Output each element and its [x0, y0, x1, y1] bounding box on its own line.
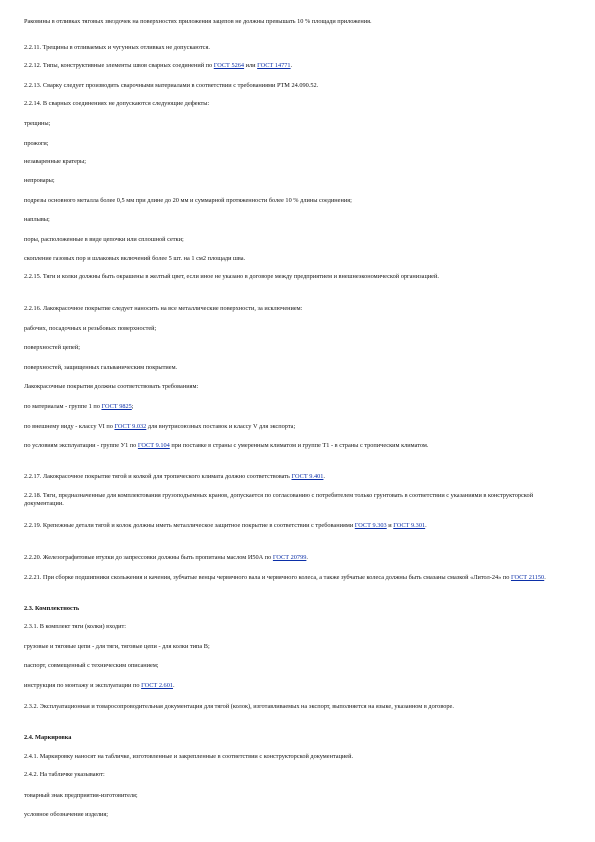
- gost-reference-link[interactable]: ГОСТ 20799: [272, 554, 307, 561]
- paragraph: [24, 682, 572, 690]
- paragraph-text: .: [306, 554, 308, 561]
- paragraph-text: инструкция по монтажу и эксплуатации по: [24, 682, 142, 689]
- gost-reference-link[interactable]: ГОСТ 9.032: [114, 423, 147, 430]
- paragraph-text: 2.2.21. При сборке подшипники скольжения и качения, зубчатые венцы червячного вала и червячного колеса, а также зубчатые колеса должны быть смазаны смазкой «Литол-24» по: [24, 574, 511, 581]
- paragraph-text: 2.2.12. Типы, конструктивные элементы швов сварных соединений по: [24, 62, 214, 69]
- paragraph: [24, 643, 572, 651]
- paragraph-text: и: [386, 522, 394, 529]
- gost-reference-link[interactable]: ГОСТ 9.401: [291, 473, 324, 480]
- paragraph-text: Раковины в отливках тяговых звездочек на поверхностях приложения зацепов не должны превышать 10 % площади приложения.: [24, 18, 372, 25]
- paragraph: [24, 82, 572, 90]
- paragraph: [24, 442, 572, 450]
- paragraph: [24, 623, 572, 631]
- paragraph-text: трещины;: [24, 120, 51, 127]
- paragraph-text: по материалам - группе 1 по: [24, 403, 102, 410]
- gost-reference-link[interactable]: ГОСТ 9.301: [393, 522, 426, 529]
- paragraph-text: скопление газовых пор и шлаковых включений более 5 шт. на 1 см2 площади шва.: [24, 255, 246, 262]
- paragraph-text: 2.2.19. Крепежные детали тягой и колок должны иметь металлическое защитное покрытие в соответствии с требованиями: [24, 522, 355, 529]
- paragraph: [24, 158, 572, 166]
- paragraph-text: 2.2.13. Сварку следует производить сварочными материалами в соответствии с требованиями РТМ 24.090.52.: [24, 82, 319, 89]
- paragraph-text: 2.4.1. Маркировку наносят на табличке, изготовленные и закрепленные в соответствии с конструкторской документацией.: [24, 753, 354, 760]
- paragraph: [24, 473, 572, 481]
- paragraph-text: 2.2.20. Железографитовые втулки до запрессовки должны быть пропитаны маслом И50А по: [24, 554, 273, 561]
- paragraph-text: паспорт, совмещенный с техническим описанием;: [24, 662, 159, 669]
- paragraph: [24, 364, 572, 372]
- paragraph: [24, 383, 572, 391]
- gost-reference-link[interactable]: ГОСТ 9.104: [137, 442, 170, 449]
- paragraph-text: по условиям эксплуатации - группе У1 по: [24, 442, 138, 449]
- paragraph: [24, 273, 572, 281]
- section-heading: 2.3. Комплектность: [24, 605, 80, 612]
- paragraph: [24, 100, 572, 108]
- gost-reference-link[interactable]: ГОСТ 2.601: [141, 682, 173, 689]
- paragraph-text: наплывы;: [24, 216, 50, 223]
- paragraph-text: Лакокрасочные покрытия должны соответствовать требованиям:: [24, 383, 199, 390]
- paragraph: [24, 325, 572, 333]
- paragraph-text: .: [544, 574, 546, 581]
- paragraph-text: подрезы основного металла более 0,5 мм при длине до 20 мм и суммарной протяженности более 10 % длины соединения;: [24, 197, 352, 204]
- paragraph: [24, 216, 572, 224]
- paragraph: [24, 120, 572, 128]
- gost-reference-link[interactable]: ГОСТ 9.303: [354, 522, 387, 529]
- paragraph-text: .: [425, 522, 427, 529]
- paragraph: [24, 574, 572, 582]
- paragraph: [24, 792, 572, 800]
- paragraph: [24, 255, 572, 263]
- paragraph: [24, 344, 572, 352]
- paragraph: [24, 236, 572, 244]
- paragraph: [24, 62, 572, 70]
- section-heading: 2.4. Маркировка: [24, 734, 72, 741]
- gost-reference-link[interactable]: ГОСТ 14771: [257, 62, 291, 69]
- paragraph-text: поры, расположенные в виде цепочки или сплошной сетки;: [24, 236, 184, 243]
- paragraph: [24, 703, 572, 711]
- paragraph: [24, 554, 572, 562]
- paragraph: [24, 197, 572, 205]
- paragraph: [24, 177, 572, 185]
- paragraph-text: ;: [131, 403, 134, 410]
- paragraph: [24, 522, 572, 530]
- paragraph-text: прожоги;: [24, 140, 49, 147]
- paragraph: [24, 734, 572, 742]
- paragraph: [24, 811, 572, 819]
- paragraph: [24, 662, 572, 670]
- paragraph-text: 2.2.16. Лакокрасочное покрытие следует наносить на все металлические поверхности, за исключением:: [24, 305, 303, 312]
- paragraph-text: незаваренные кратеры;: [24, 158, 87, 165]
- paragraph-text: рабочих, посадочных и резьбовых поверхностей;: [24, 325, 157, 332]
- paragraph-text: грузовые и тяговые цепи - для тяги, тяговые цепи - для колки типа В;: [24, 643, 210, 650]
- paragraph-text: при поставке в страны с умеренным климатом и группе Т1 - в страны с тропическим климатом.: [169, 442, 429, 449]
- paragraph-text: 2.4.2. На табличке указывают:: [24, 771, 105, 778]
- paragraph-text: 2.2.11. Трещины в отливаемых и чугунных отливках не допускаются.: [24, 44, 210, 51]
- gost-reference-link[interactable]: ГОСТ 21150: [510, 574, 545, 581]
- paragraph: [24, 305, 572, 313]
- paragraph-text: поверхностей цепей;: [24, 344, 80, 351]
- paragraph-text: .: [173, 682, 175, 689]
- paragraph-text: 2.2.14. В сварных соединениях не допускаются следующие дефекты:: [24, 100, 210, 107]
- paragraph-text: для внутрисоюзных поставок и классу V для экспорта;: [146, 423, 296, 430]
- gost-reference-link[interactable]: ГОСТ 5264: [213, 62, 245, 69]
- paragraph-text: непровары;: [24, 177, 55, 184]
- paragraph-text: 2.2.15. Тяги и колки должны быть окрашены в желтый цвет, если иное не указано в договоре между предприятием и внешнеэкономической организацией.: [24, 273, 439, 280]
- paragraph: [24, 771, 572, 779]
- paragraph: [24, 18, 572, 26]
- paragraph-text: .: [290, 62, 293, 69]
- paragraph-text: 2.2.17. Лакокрасочное покрытие тягой и колкой для тропического климата должно соответствовать: [24, 473, 292, 480]
- paragraph: [24, 44, 572, 52]
- paragraph-text: или: [244, 62, 258, 69]
- paragraph: [24, 492, 572, 508]
- paragraph: [24, 605, 572, 613]
- paragraph-text: 2.3.1. В комплект тяги (колки) входит:: [24, 623, 127, 630]
- paragraph: [24, 403, 572, 411]
- paragraph-text: 2.2.18. Тяги, предназначенные для комплектования грузоподъемных кранов, допускается по согласованию с потребителем только грунтовать в соответствии с указаниями в конструкторской документации.: [24, 492, 535, 507]
- paragraph-text: условное обозначение изделия;: [24, 811, 109, 818]
- paragraph-text: 2.3.2. Эксплуатационная и товаросопроводительная документация для тягой (колок), изготавливаемых на экспорт, выполняется на языке, указанном в договоре.: [24, 703, 454, 710]
- paragraph: [24, 140, 572, 148]
- paragraph-text: .: [323, 473, 325, 480]
- gost-reference-link[interactable]: ГОСТ 9825: [101, 403, 132, 410]
- paragraph-text: товарный знак предприятия-изготовителя;: [24, 792, 138, 799]
- paragraph-text: по внешнему виду - классу VI по: [24, 423, 115, 430]
- paragraph-text: поверхностей, защищенных гальваническим покрытием.: [24, 364, 178, 371]
- paragraph: [24, 753, 572, 761]
- paragraph: [24, 423, 572, 431]
